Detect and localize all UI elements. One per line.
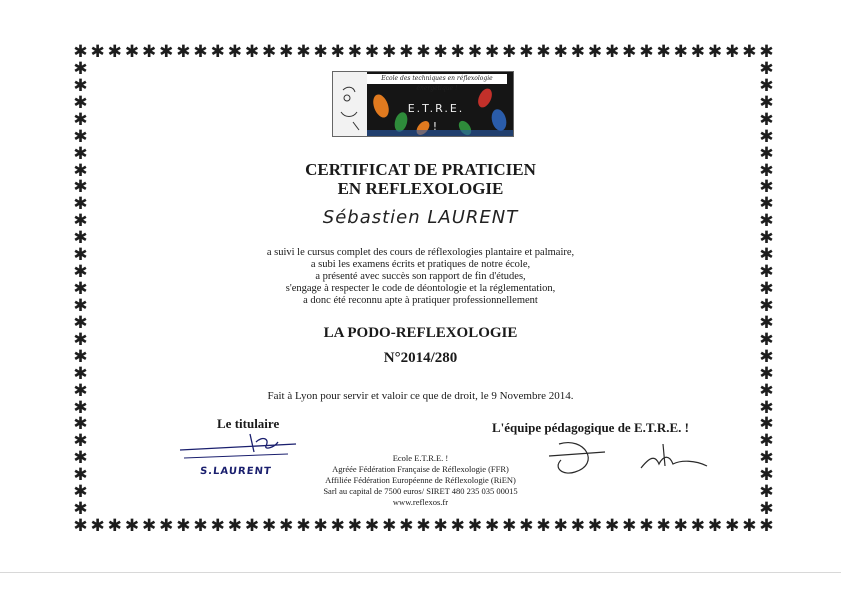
school-name: Ecole E.T.R.E. !	[392, 453, 449, 463]
border-star: ✱	[759, 92, 774, 113]
school-affiliation: Affiliée Fédération Européenne de Réflexologie (RiEN)	[325, 475, 516, 485]
border-star: ✱	[759, 228, 774, 249]
border-star: ✱	[364, 42, 380, 62]
border-star: ✱	[759, 245, 774, 266]
border-star: ✱	[73, 499, 88, 520]
border-star: ✱	[382, 516, 397, 536]
border-star: ✱	[759, 109, 774, 130]
border-star: ✱	[73, 346, 88, 367]
statement-line: a subi les examens écrits et pratiques de notre école,	[310, 259, 531, 270]
border-star: ✱	[673, 42, 688, 62]
border-star: ✱	[73, 75, 88, 96]
border-star: ✱	[570, 42, 585, 62]
border-star: ✱	[450, 42, 465, 62]
statement-line: a donc été reconnu apte à pratiquer professionnellement	[303, 295, 538, 306]
place-and-date: Fait à Lyon pour servir et valoir ce que de droit, le 9 Novembre 2014.	[267, 390, 574, 402]
border-star: ✱	[382, 42, 397, 62]
border-star: ✱	[587, 42, 603, 62]
border-star: ✱	[690, 42, 706, 62]
holder-name: Sébastien LAURENT	[322, 207, 519, 228]
border-star: ✱	[622, 42, 637, 62]
border-star: ✱	[639, 42, 654, 62]
border-star: ✱	[210, 516, 225, 536]
border-star: ✱	[262, 516, 277, 536]
border-star: ✱	[159, 42, 174, 62]
border-star: ✱	[759, 211, 774, 232]
border-star: ✱	[759, 499, 774, 520]
border-star: ✱	[73, 245, 88, 266]
border-star: ✱	[193, 516, 208, 536]
border-star: ✱	[73, 380, 88, 401]
border-star: ✱	[416, 42, 431, 62]
border-star: ✱	[725, 42, 740, 62]
school-accreditation: Agréée Fédération Française de Réflexologie (FFR)	[332, 464, 509, 474]
certificate-title-line-1: CERTIFICAT DE PRATICIEN	[305, 160, 536, 179]
border-star: ✱	[176, 516, 191, 536]
border-star: ✱	[433, 42, 448, 62]
border-star: ✱	[484, 42, 500, 62]
border-star: ✱	[124, 42, 140, 62]
border-star: ✱	[622, 516, 637, 536]
logo-name: E.T.R.E. !	[407, 102, 465, 133]
border-star: ✱	[73, 177, 88, 198]
border-star: ✱	[279, 516, 294, 536]
border-star: ✱	[742, 42, 757, 62]
border-star: ✱	[759, 262, 774, 283]
border-star: ✱	[519, 516, 534, 536]
border-star: ✱	[141, 516, 157, 536]
border-star: ✱	[742, 516, 757, 536]
border-star: ✱	[759, 194, 774, 215]
border-star: ✱	[347, 42, 363, 62]
border-star: ✱	[330, 42, 345, 62]
border-star: ✱	[262, 42, 277, 62]
border-star: ✱	[759, 42, 774, 62]
border-star: ✱	[759, 363, 774, 384]
border-star: ✱	[759, 448, 774, 469]
border-star: ✱	[759, 143, 774, 164]
border-star: ✱	[605, 42, 620, 62]
border-star: ✱	[73, 211, 88, 232]
border-star: ✱	[656, 516, 671, 536]
border-star: ✱	[553, 42, 568, 62]
border-star: ✱	[73, 465, 88, 486]
border-star: ✱	[176, 42, 191, 62]
border-star: ✱	[759, 295, 774, 316]
border-star: ✱	[587, 516, 603, 536]
border-star: ✱	[759, 482, 774, 503]
border-star: ✱	[296, 42, 311, 62]
statement-line: a suivi le cursus complet des cours de réflexologies plantaire et palmaire,	[266, 247, 575, 258]
border-star: ✱	[279, 42, 294, 62]
border-star: ✱	[656, 42, 671, 62]
border-star: ✱	[759, 177, 774, 198]
certificate-number: N°2014/280	[383, 350, 458, 366]
border-star: ✱	[484, 516, 500, 536]
border-star: ✱	[502, 42, 517, 62]
border-star: ✱	[244, 42, 260, 62]
statement-line: s'engage à respecter le code de déontologie et la réglementation,	[285, 283, 556, 294]
border-star: ✱	[73, 516, 88, 536]
teaching-team-signature-label: L'équipe pédagogique de E.T.R.E. !	[492, 420, 689, 435]
border-star: ✱	[124, 516, 140, 536]
border-star: ✱	[399, 42, 414, 62]
border-star: ✱	[330, 516, 345, 536]
border-star: ✱	[73, 109, 88, 130]
holder-signature-name: S.LAURENT	[199, 466, 273, 477]
border-star: ✱	[759, 516, 774, 536]
border-star: ✱	[210, 42, 225, 62]
border-star: ✱	[73, 262, 88, 283]
border-star: ✱	[707, 42, 723, 62]
holder-signature-label: Le titulaire	[217, 416, 280, 431]
border-star: ✱	[759, 126, 774, 147]
border-star: ✱	[73, 279, 88, 299]
border-star: ✱	[536, 42, 551, 62]
border-star: ✱	[536, 516, 551, 536]
border-star: ✱	[639, 516, 654, 536]
border-star: ✱	[193, 42, 208, 62]
border-star: ✱	[296, 516, 311, 536]
border-star: ✱	[107, 516, 122, 536]
border-star: ✱	[73, 448, 88, 469]
border-star: ✱	[399, 516, 414, 536]
border-star: ✱	[347, 516, 363, 536]
face-sketch-icon	[333, 72, 367, 136]
border-star: ✱	[227, 42, 242, 62]
border-star: ✱	[313, 42, 328, 62]
border-star: ✱	[313, 516, 328, 536]
border-star: ✱	[73, 194, 88, 215]
border-star: ✱	[759, 312, 774, 333]
border-star: ✱	[519, 42, 534, 62]
border-star: ✱	[73, 126, 88, 147]
border-star: ✱	[107, 42, 122, 62]
border-star: ✱	[416, 516, 431, 536]
border-star: ✱	[759, 58, 774, 79]
border-star: ✱	[73, 295, 88, 316]
border-star: ✱	[433, 516, 448, 536]
statement-line: a présenté avec succès son rapport de fin d'études,	[315, 271, 526, 282]
border-star: ✱	[725, 516, 740, 536]
border-star: ✱	[73, 92, 88, 113]
border-star: ✱	[227, 516, 242, 536]
border-star: ✱	[570, 516, 585, 536]
border-star: ✱	[90, 42, 105, 62]
border-star: ✱	[759, 75, 774, 96]
certificate-title-line-2: EN REFLEXOLOGIE	[337, 179, 504, 198]
border-star: ✱	[707, 516, 723, 536]
page-edge-rule	[0, 572, 841, 573]
border-star: ✱	[605, 516, 620, 536]
border-star: ✱	[467, 42, 483, 62]
logo-sidebar	[333, 72, 367, 136]
border-star: ✱	[759, 431, 774, 452]
border-star: ✱	[73, 228, 88, 249]
border-star: ✱	[73, 363, 88, 384]
border-star: ✱	[759, 329, 774, 350]
border-star: ✱	[159, 516, 174, 536]
border-star: ✱	[73, 143, 88, 164]
border-star: ✱	[73, 58, 88, 79]
school-registration: Sarl au capital de 7500 euros/ SIRET 480 235 035 00015	[323, 486, 518, 496]
border-star: ✱	[244, 516, 260, 536]
border-star: ✱	[502, 516, 517, 536]
logo-caption: Ecole des techniques en réflexologie énergétique !	[367, 74, 507, 84]
border-star: ✱	[73, 312, 88, 333]
border-star: ✱	[73, 329, 88, 350]
border-star: ✱	[364, 516, 380, 536]
border-star: ✱	[73, 160, 88, 181]
border-star: ✱	[759, 414, 774, 435]
border-star: ✱	[73, 42, 88, 62]
border-star: ✱	[553, 516, 568, 536]
border-star: ✱	[759, 160, 774, 181]
border-star: ✱	[690, 516, 706, 536]
border-star: ✱	[759, 346, 774, 367]
school-website: www.reflexos.fr	[392, 497, 449, 507]
border-star: ✱	[90, 516, 105, 536]
border-star: ✱	[450, 516, 465, 536]
border-star: ✱	[759, 279, 774, 299]
border-star: ✱	[759, 397, 774, 418]
border-star: ✱	[759, 380, 774, 401]
border-star: ✱	[673, 516, 688, 536]
school-logo	[332, 71, 514, 137]
border-star: ✱	[467, 516, 483, 536]
border-star: ✱	[73, 414, 88, 435]
border-star: ✱	[759, 465, 774, 486]
border-star: ✱	[73, 482, 88, 503]
specialty: LA PODO-REFLEXOLOGIE	[323, 325, 518, 341]
border-star: ✱	[141, 42, 157, 62]
border-star: ✱	[73, 431, 88, 452]
border-star: ✱	[73, 397, 88, 418]
